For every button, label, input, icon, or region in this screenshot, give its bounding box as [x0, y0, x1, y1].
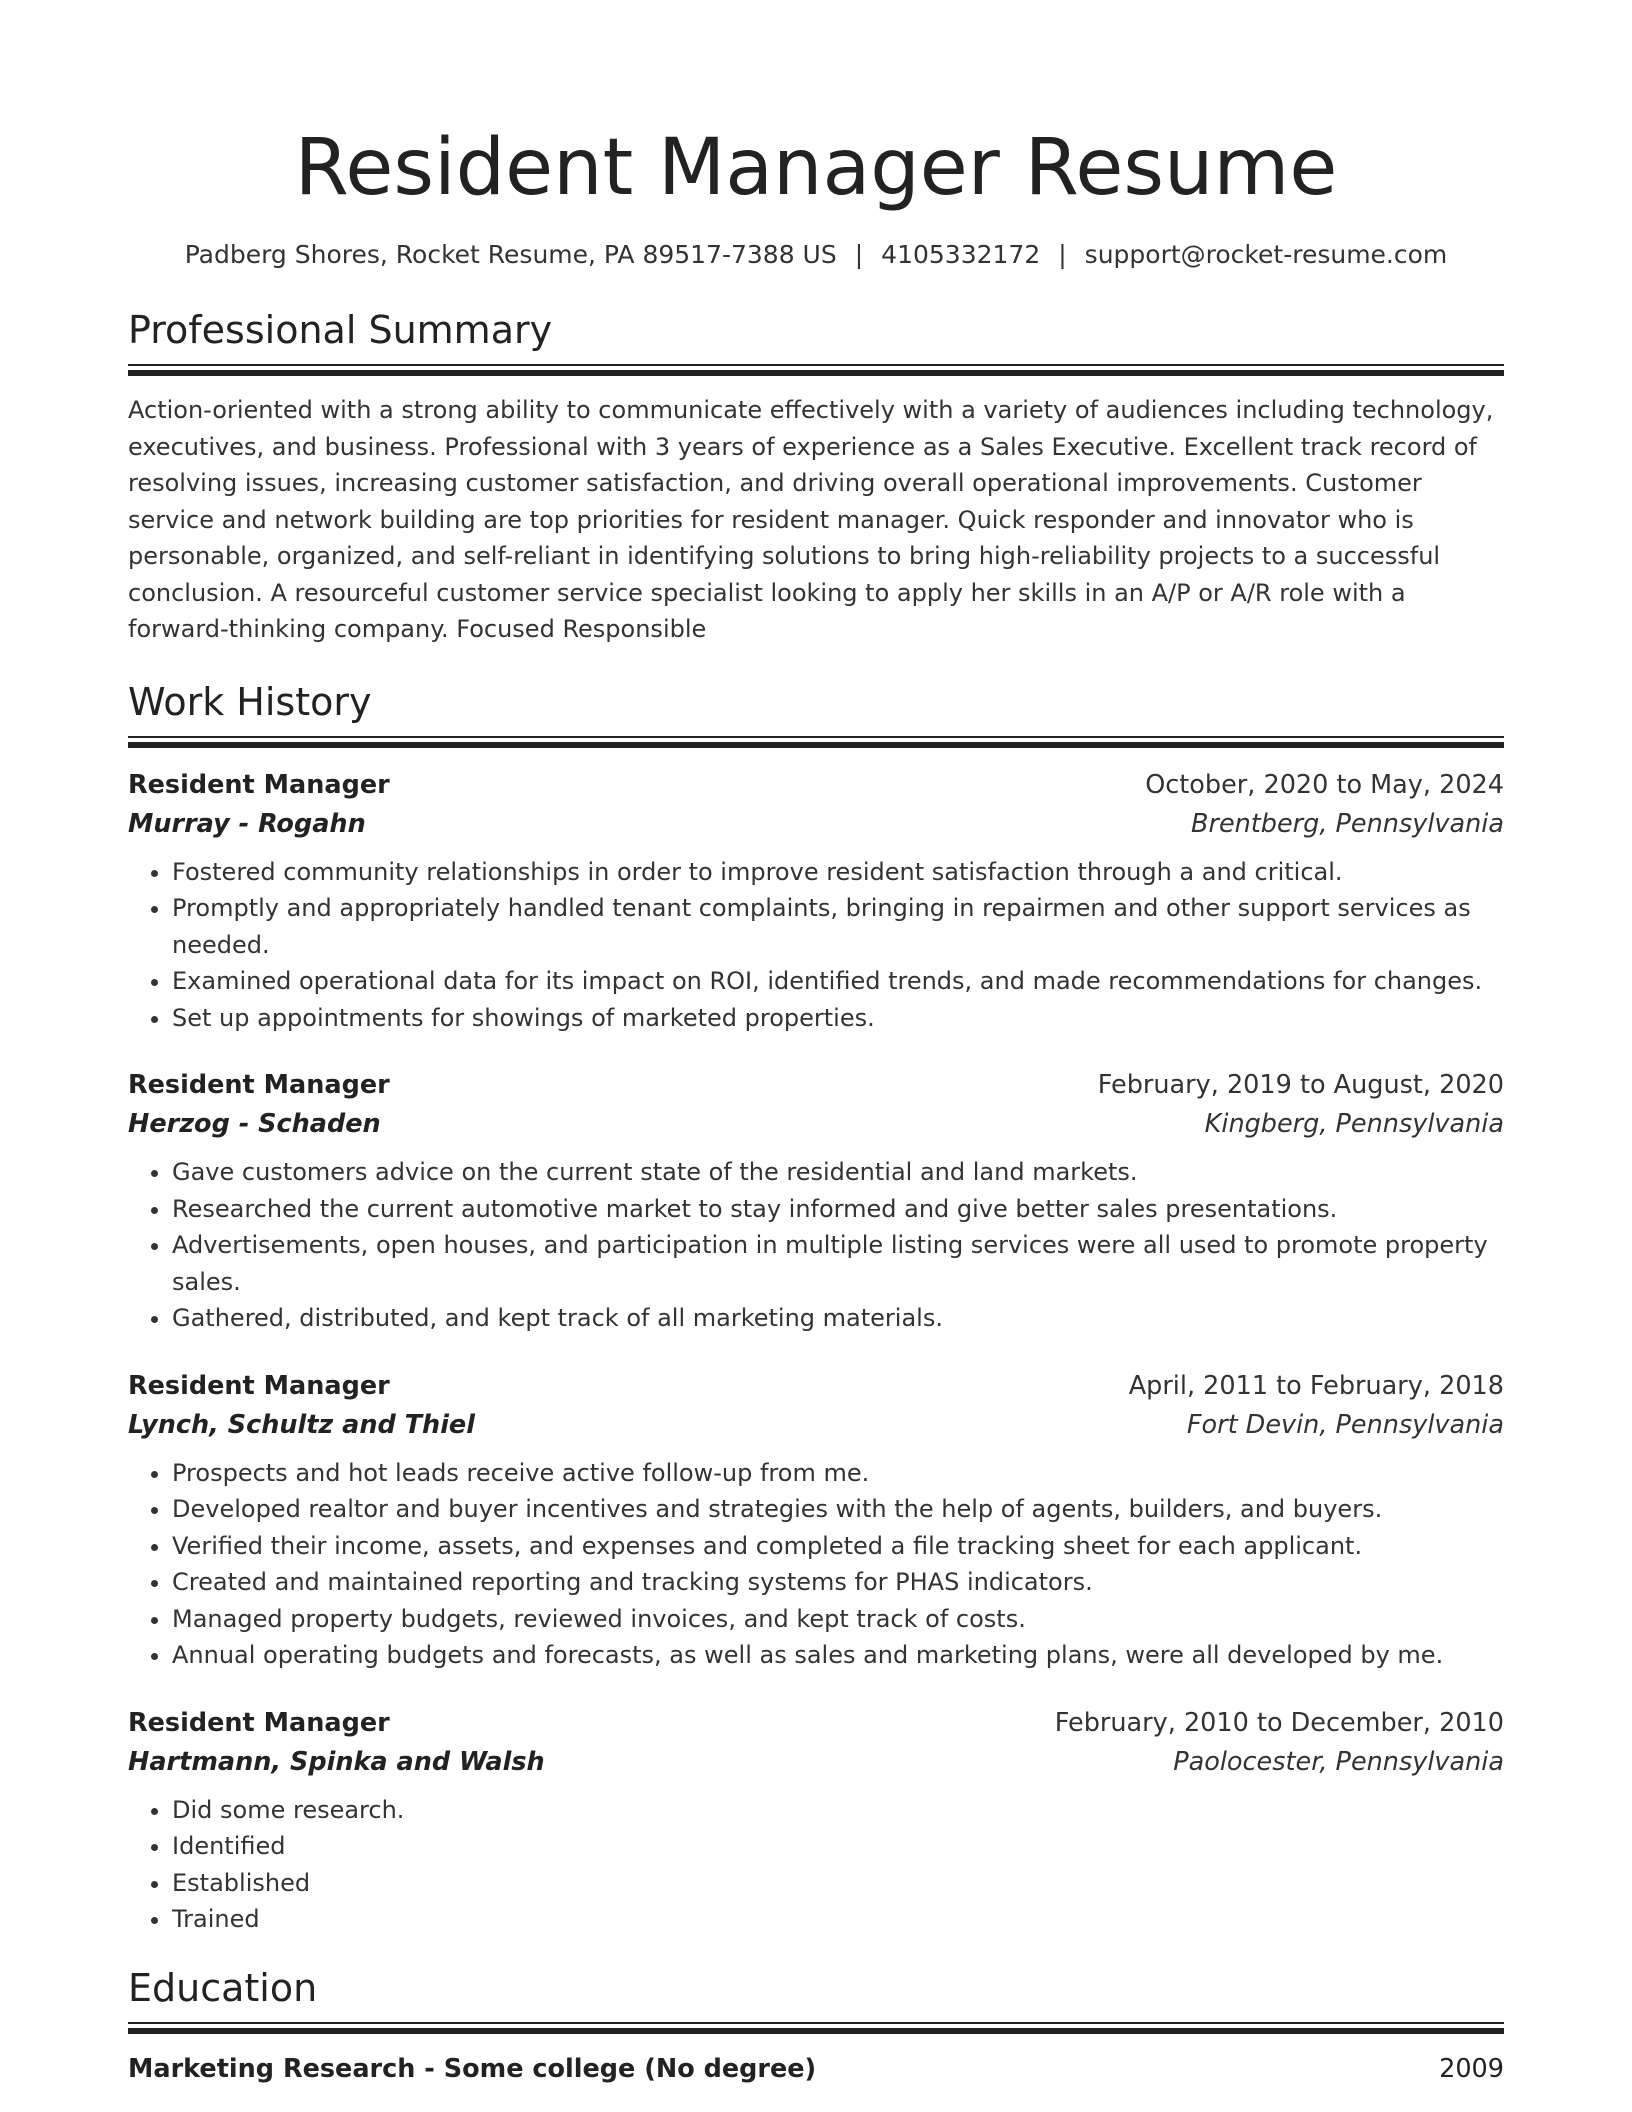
job-company: Lynch, Schultz and Thiel: [128, 1409, 475, 1440]
job-company-row: [128, 805, 1504, 844]
job-bullets: [128, 1792, 1504, 1938]
job-company: Herzog - Schaden: [128, 1109, 381, 1139]
job-dates: April, 2011 to February, 2018: [1128, 1370, 1504, 1401]
job-entry: [128, 766, 1504, 1037]
job-location: Kingberg, Pennsylvania: [1204, 1109, 1504, 1139]
section-rule: [128, 2022, 1504, 2034]
contact-phone: 4105332172: [881, 240, 1041, 269]
job-bullet: • Developed realtor and buyer incentives and strategies with the help of agents, builders, and buyers.: [172, 1491, 1504, 1528]
job-entry: [128, 1704, 1504, 1938]
job-company-row: [128, 1406, 1504, 1445]
job-bullet: • Promptly and appropriately handled tenant complaints, bringing in repairmen and other support services as needed.: [172, 890, 1504, 963]
work-history-section: [128, 678, 1504, 1938]
job-bullets: [128, 854, 1504, 1037]
education-section: [128, 1964, 1504, 2089]
contact-separator: |: [854, 240, 864, 269]
education-degree: Marketing Research - Some college (No degree): [128, 2053, 817, 2084]
job-entry: [128, 1367, 1504, 1674]
job-bullets: [128, 1154, 1504, 1337]
job-company-row: [128, 1743, 1504, 1782]
job-bullet: • Trained: [172, 1901, 1504, 1938]
job-dates: February, 2010 to December, 2010: [1054, 1707, 1504, 1738]
job-bullet: • Researched the current automotive market to stay informed and give better sales presentations.: [172, 1191, 1504, 1228]
job-header-row: [128, 1367, 1504, 1406]
job-bullet: • Annual operating budgets and forecasts, as well as sales and marketing plans, were all developed by me.: [172, 1637, 1504, 1674]
summary-text: Action-oriented with a strong ability to communicate effectively with a variety of audiences including technology, executives, and business. Professional with 3 years of experience as a Sales Executive. Excellent track record of resolving issues, increasing customer satisfaction, and driving overall operational improvements. Customer service and network building are top priorities for resident manager. Quick responder and innovator who is personable, organized, and self-reliant in identifying solutions to bring high-reliability projects to a successful conclusion. A resourceful customer service specialist looking to apply her skills in an A/P or A/R role with a forward-thinking company. Focused Responsible: [128, 396, 1494, 643]
job-title: Resident Manager: [128, 1707, 390, 1738]
job-header-row: [128, 1066, 1504, 1105]
summary-heading: Professional Summary: [128, 308, 553, 352]
job-header-row: [128, 1704, 1504, 1743]
job-location: Paolocester, Pennsylvania: [1173, 1746, 1504, 1777]
job-company: Murray - Rogahn: [128, 808, 366, 839]
job-bullet: • Examined operational data for its impact on ROI, identified trends, and made recommendations for changes.: [172, 963, 1504, 1000]
contact-email: support@rocket-resume.com: [1084, 240, 1448, 269]
work-history-heading: Work History: [128, 679, 372, 724]
job-dates: October, 2020 to May, 2024: [1145, 769, 1504, 800]
job-title: Resident Manager: [128, 1370, 390, 1401]
job-company: Hartmann, Spinka and Walsh: [128, 1746, 545, 1777]
job-location: Fort Devin, Pennsylvania: [1186, 1409, 1504, 1440]
section-rule: [128, 364, 1504, 376]
education-year: 2009: [1439, 2053, 1504, 2084]
job-bullet: • Identified: [172, 1828, 1504, 1865]
education-entry: [128, 2050, 1504, 2089]
job-bullet: • Verified their income, assets, and expenses and completed a file tracking sheet for each applicant.: [172, 1528, 1504, 1565]
job-company-row: [128, 1105, 1504, 1144]
job-entry: [128, 1066, 1504, 1337]
job-bullet: • Managed property budgets, reviewed invoices, and kept track of costs.: [172, 1601, 1504, 1638]
job-header-row: [128, 766, 1504, 805]
job-bullet: • Fostered community relationships in order to improve resident satisfaction through a and critical.: [172, 854, 1504, 891]
summary-section: [128, 306, 1504, 648]
job-dates: February, 2019 to August, 2020: [1097, 1070, 1504, 1100]
job-bullets: [128, 1455, 1504, 1674]
job-location: Brentberg, Pennsylvania: [1190, 808, 1504, 839]
education-heading: Education: [128, 1965, 318, 2010]
job-bullet: • Prospects and hot leads receive active follow-up from me.: [172, 1455, 1504, 1492]
job-title: Resident Manager: [128, 769, 390, 800]
page-title: Resident Manager Resume: [294, 123, 1338, 213]
job-bullet: • Established: [172, 1865, 1504, 1902]
job-title: Resident Manager: [128, 1070, 390, 1100]
contact-line: [128, 238, 1504, 272]
job-bullet: • Gathered, distributed, and kept track of all marketing materials.: [172, 1300, 1504, 1337]
job-bullet: • Gave customers advice on the current state of the residential and land markets.: [172, 1154, 1504, 1191]
contact-address: Padberg Shores, Rocket Resume, PA 89517-7388 US: [184, 240, 837, 269]
job-bullet: • Did some research.: [172, 1792, 1504, 1829]
job-bullet: • Advertisements, open houses, and participation in multiple listing services were all used to promote property sales.: [172, 1227, 1504, 1300]
section-rule: [128, 736, 1504, 748]
job-bullet: • Created and maintained reporting and tracking systems for PHAS indicators.: [172, 1564, 1504, 1601]
contact-separator: |: [1058, 240, 1067, 269]
job-bullet: • Set up appointments for showings of marketed properties.: [172, 1000, 1504, 1037]
